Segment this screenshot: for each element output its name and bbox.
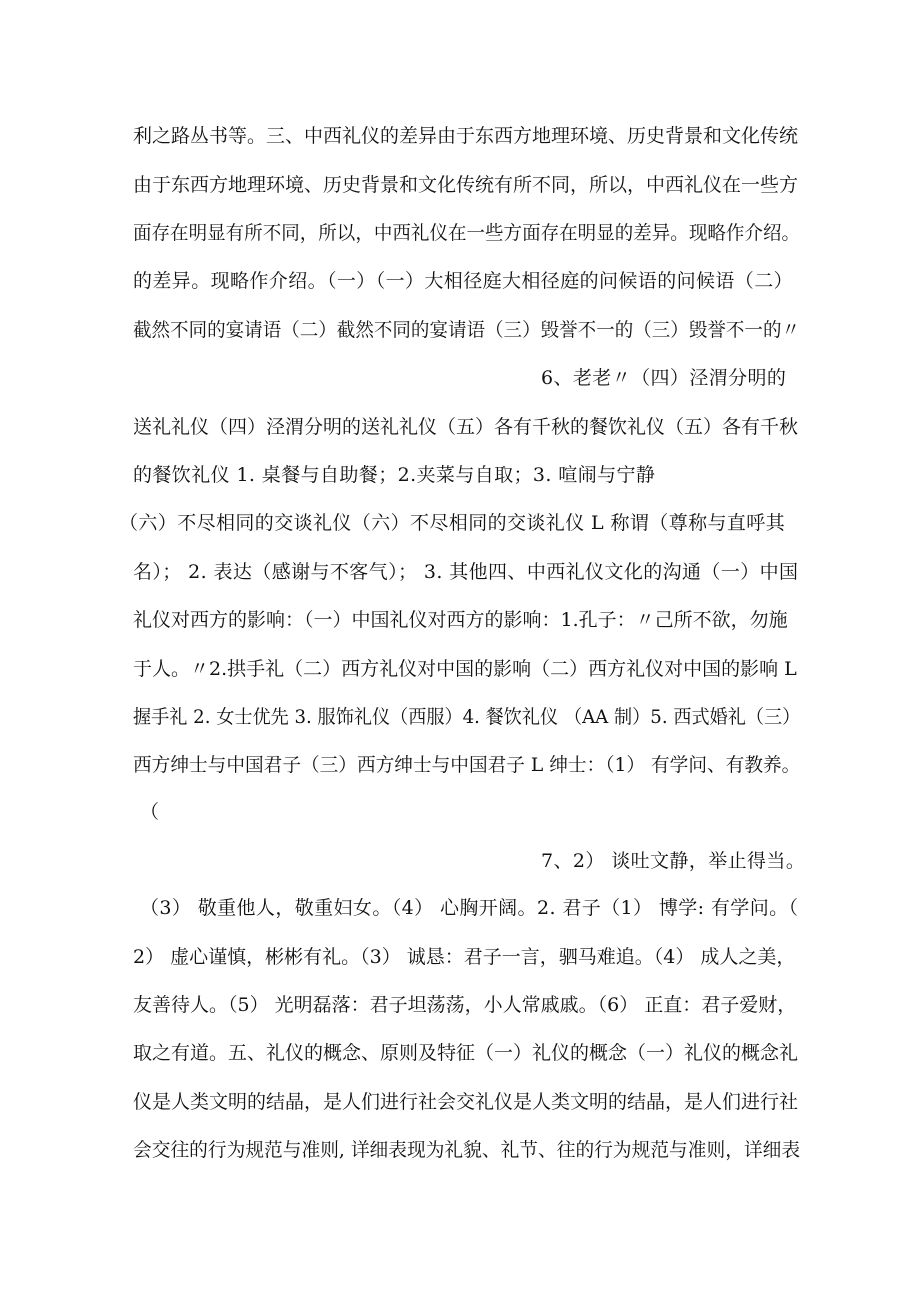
text-line: 6、老老〃（四）泾渭分明的 [541, 367, 787, 389]
text-line: 会交往的行为规范与准则, 详细表现为礼貌、礼节、往的行为规范与准则，详细表 [133, 1139, 801, 1161]
text-line: 面存在明显有所不同，所以，中西礼仪在一些方面存在明显的差异。现略作介绍。 [133, 222, 801, 244]
text-line: 西方绅士与中国君子（三）西方绅士与中国君子 L 绅士：（1） 有学问、有教养。 [133, 754, 801, 776]
text-line: 送礼礼仪（四）泾渭分明的送礼礼仪（五）各有千秋的餐饮礼仪（五）各有千秋 [133, 416, 799, 438]
text-line: 利之路丛书等。三、中西礼仪的差异由于东西方地理环境、历史背景和文化传统 [133, 125, 799, 147]
text-line: 2） 虚心谨慎，彬彬有礼。（3） 诚恳：君子一言，驷马难追。（4） 成人之美， [133, 946, 796, 968]
text-line: （六）不尽相同的交谈礼仪（六）不尽相同的交谈礼仪 L 称谓（尊称与直呼其 [119, 512, 786, 534]
text-line: 的差异。现略作介绍。（一）（一）大相径庭大相径庭的问候语的问候语（二） [133, 270, 794, 292]
text-line: 取之有道。五、礼仪的概念、原则及特征（一）礼仪的概念（一）礼仪的概念礼 [133, 1042, 799, 1064]
text-line: 礼仪对西方的影响：（一）中国礼仪对西方的影响：1.孔子：〃己所不欲，勿施 [133, 609, 788, 631]
text-line: 的餐饮礼仪 1. 桌餐与自助餐；2.夹菜与自取；3. 喧闹与宁静 [133, 464, 656, 486]
text-line: 于人。〃2.拱手礼（二）西方礼仪对中国的影响（二）西方礼仪对中国的影响 L [133, 658, 797, 680]
text-line: 7、2） 谈吐文静，举止得当。 [541, 850, 806, 872]
text-line: 截然不同的宴请语（二）截然不同的宴请语（三）毁誉不一的（三）毁誉不一的〃 [133, 319, 801, 341]
text-line: （3） 敬重他人，敬重妇女。（4） 心胸开阔。2. 君子（1） 博学: 有学问。（ [140, 897, 799, 919]
text-line: 握手礼 2. 女士优先 3. 服饰礼仪（西服）4. 餐饮礼仪 （AA 制）5. 西式婚礼（三） [133, 706, 801, 728]
text-line: 仪是人类文明的结晶，是人们进行社会交礼仪是人类文明的结晶，是人们进行社 [133, 1091, 799, 1113]
text-line: 友善待人。（5） 光明磊落：君子坦荡荡，小人常戚戚。（6） 正直：君子爱财， [133, 994, 797, 1016]
text-line: （ [140, 801, 160, 823]
text-line: 由于东西方地理环境、历史背景和文化传统有所不同，所以，中西礼仪在一些方 [133, 174, 799, 196]
text-line: 名）； 2. 表达（感谢与不客气）； 3. 其他四、中西礼仪文化的沟通（一）中国 [133, 561, 799, 583]
